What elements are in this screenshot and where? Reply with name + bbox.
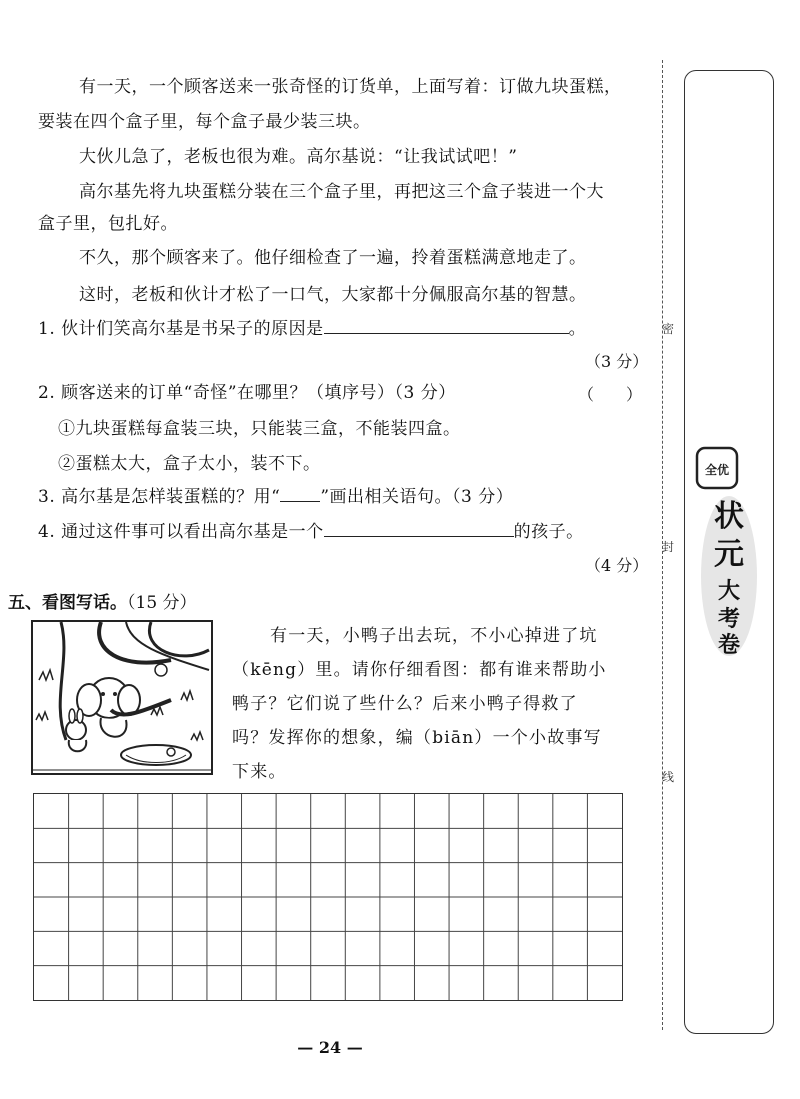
brand-logo	[695, 446, 763, 656]
section-5-title	[8, 588, 197, 613]
brand-char-1: 状	[714, 499, 744, 534]
answer-blank-1[interactable]	[324, 317, 569, 334]
question-3-text-a: 3. 高尔基是怎样装蛋糕的？用“	[38, 487, 281, 507]
prompt-line-5: 下来。	[232, 762, 287, 782]
side-panel	[684, 70, 774, 1034]
section-5-title-text: 五、看图写话。	[8, 593, 127, 613]
binding-char-feng: 封	[662, 540, 675, 554]
prompt-line-3: 鸭子？它们说了些什么？后来小鸭子得救了	[232, 694, 578, 714]
underline-sample	[280, 485, 320, 502]
story-p1-line2: 要装在四个盒子里，每个盒子最少装三块。	[38, 112, 371, 132]
page-number: — 24 —	[297, 1038, 363, 1057]
story-p1-line1: 有一天，一个顾客送来一张奇怪的订货单，上面写着：订做九块蛋糕，	[79, 77, 622, 97]
question-2-text: 2. 顾客送来的订单“奇怪”在哪里？（填序号）（3 分）	[38, 383, 456, 403]
question-4	[38, 520, 584, 543]
answer-paren-2[interactable]: （ ）	[578, 385, 643, 404]
question-4-score: （4 分）	[585, 556, 649, 575]
question-1	[38, 317, 586, 340]
story-p5: 这时，老板和伙计才松了一口气，大家都十分佩服高尔基的智慧。	[79, 285, 587, 305]
brand-char-2: 元	[714, 537, 744, 572]
prompt-line-2: （kēng）里。请你仔细看图：都有谁来帮助小	[232, 660, 607, 680]
question-3-text-b: ”画出相关语句。（3 分）	[320, 487, 514, 507]
writing-grid[interactable]	[33, 793, 623, 1001]
question-2-option-2: ②蛋糕太大，盒子太小，装不下。	[58, 454, 321, 474]
story-p3-line2: 盒子里，包扎好。	[38, 214, 178, 234]
brand-char-4: 考	[717, 607, 741, 632]
answer-blank-4[interactable]	[324, 520, 514, 537]
brand-char-3: 大	[717, 579, 741, 604]
story-p4: 不久，那个顾客来了。他仔细检查了一遍，拎着蛋糕满意地走了。	[79, 248, 587, 268]
story-p3-line1: 高尔基先将九块蛋糕分装在三个盒子里，再把这三个盒子装进一个大	[79, 182, 604, 202]
question-3	[38, 485, 513, 508]
question-4-text: 4. 通过这件事可以看出高尔基是一个	[38, 522, 324, 542]
section-5-points: （15 分）	[127, 593, 197, 613]
question-2-option-1: ①九块蛋糕每盒装三块，只能装三盒，不能装四盒。	[58, 419, 461, 439]
story-p2: 大伙儿急了，老板也很为难。高尔基说：“让我试试吧！”	[79, 147, 518, 167]
question-4-end: 的孩子。	[513, 522, 584, 542]
duckling-illustration	[31, 620, 213, 775]
question-1-end: 。	[568, 319, 587, 339]
prompt-line-4: 吗？发挥你的想象，编（biān）一个小故事写	[232, 728, 602, 748]
question-1-text: 1. 伙计们笑高尔基是书呆子的原因是	[38, 319, 324, 339]
binding-char-mi: 密	[662, 322, 675, 336]
question-1-score: （3 分）	[585, 352, 649, 371]
binding-char-xian: 线	[662, 770, 675, 784]
brand-badge: 全优	[704, 463, 730, 477]
prompt-line-1: 有一天，小鸭子出去玩，不小心掉进了坑	[270, 626, 598, 646]
brand-char-5: 卷	[717, 633, 741, 656]
